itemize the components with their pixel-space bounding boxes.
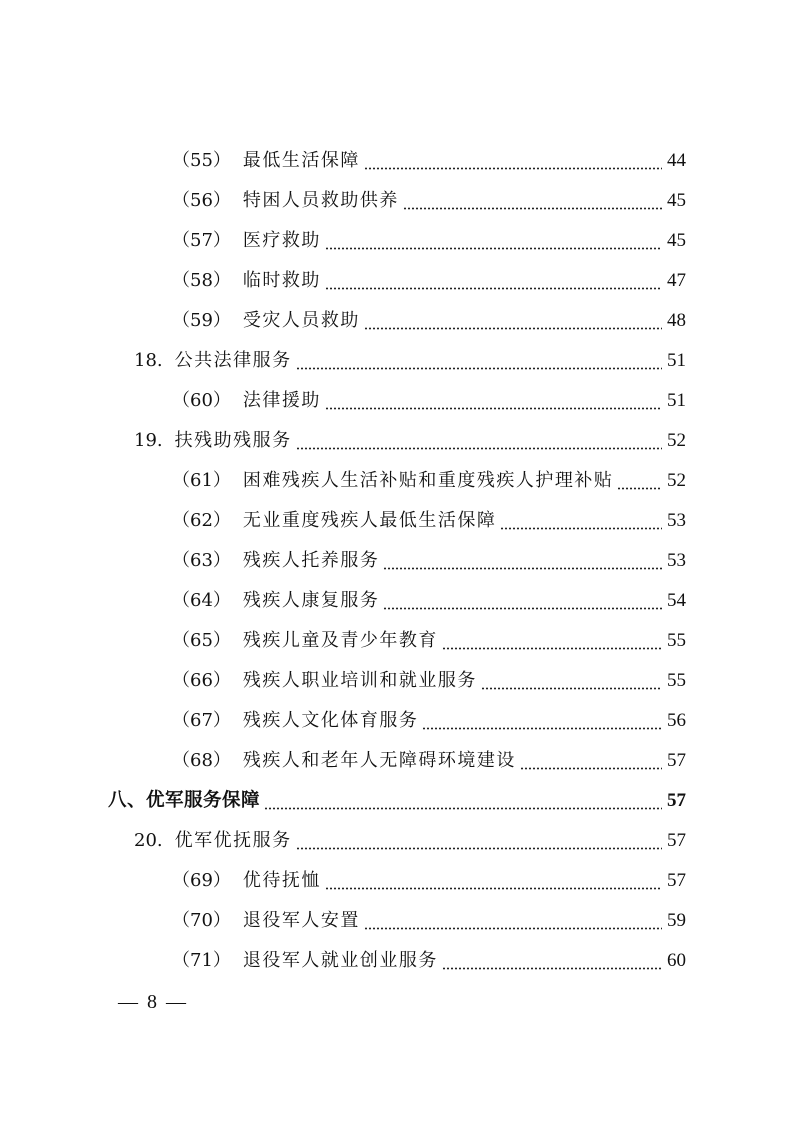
toc-entry-page: 52: [667, 430, 686, 451]
dot-leader: [364, 927, 662, 930]
toc-entry-page: 52: [667, 470, 686, 491]
toc-entry[interactable]: [0, 141, 793, 181]
toc-entry[interactable]: [0, 501, 793, 541]
dot-leader: [422, 727, 662, 730]
toc-entry-title: 扶残助残服务: [174, 430, 292, 451]
toc-entry-page: 55: [667, 630, 686, 651]
toc-entry[interactable]: [0, 861, 793, 901]
toc-entry-number: （66）: [172, 670, 231, 691]
toc-entry-page: 55: [667, 670, 686, 691]
toc-entry-number: （65）: [172, 630, 231, 651]
toc-entry-page: 56: [667, 710, 686, 731]
toc-entry[interactable]: [0, 581, 793, 621]
dot-leader: [325, 887, 662, 890]
toc-entry-number: 20.: [134, 830, 163, 851]
toc-entry-title: 受灾人员救助: [242, 310, 360, 331]
toc-entry-page: 59: [667, 910, 686, 931]
toc-entry-page: 54: [667, 590, 686, 611]
toc-entry-number: （58）: [172, 270, 231, 291]
toc-entry-page: 57: [667, 870, 686, 891]
toc-entry-page: 51: [667, 390, 686, 411]
toc-entry-page: 57: [667, 830, 686, 851]
toc-entry[interactable]: [0, 821, 793, 861]
toc-entry-title: 公共法律服务: [174, 350, 292, 371]
toc-entry-number: （63）: [172, 550, 231, 571]
toc-entry-number: （71）: [172, 950, 231, 971]
dot-leader: [383, 567, 662, 570]
dot-leader: [325, 287, 662, 290]
toc-entry-page: 53: [667, 510, 686, 531]
dot-leader: [264, 807, 662, 810]
toc-entry-title: 医疗救助: [242, 230, 321, 251]
toc-entry-page: 57: [667, 790, 686, 811]
table-of-contents: [0, 141, 793, 981]
toc-entry-number: （55）: [172, 150, 231, 171]
dot-leader: [296, 367, 662, 370]
toc-entry-page: 45: [667, 190, 686, 211]
dot-leader: [442, 967, 662, 970]
dot-leader: [325, 407, 662, 410]
dot-leader: [364, 167, 662, 170]
toc-entry-number: （57）: [172, 230, 231, 251]
toc-entry-title: 最低生活保障: [242, 150, 360, 171]
toc-entry-number: （69）: [172, 870, 231, 891]
toc-entry[interactable]: [0, 341, 793, 381]
toc-entry-number: （61）: [172, 470, 231, 491]
toc-entry-title: 退役军人安置: [242, 910, 360, 931]
toc-entry-page: 51: [667, 350, 686, 371]
toc-entry-title: 残疾人职业培训和就业服务: [242, 670, 477, 691]
toc-entry-title: 困难残疾人生活补贴和重度残疾人护理补贴: [242, 470, 614, 491]
dot-leader: [296, 847, 662, 850]
toc-entry-title: 残疾儿童及青少年教育: [242, 630, 438, 651]
toc-entry[interactable]: [0, 741, 793, 781]
toc-entry-title: 优军优抚服务: [174, 830, 292, 851]
toc-entry[interactable]: [0, 461, 793, 501]
toc-entry-title: 退役军人就业创业服务: [242, 950, 438, 971]
toc-entry[interactable]: [0, 421, 793, 461]
toc-entry[interactable]: [0, 621, 793, 661]
toc-entry-number: （67）: [172, 710, 231, 731]
toc-entry[interactable]: [0, 941, 793, 981]
dot-leader: [403, 207, 662, 210]
toc-entry-title: 优待抚恤: [242, 870, 321, 891]
toc-entry-page: 45: [667, 230, 686, 251]
toc-entry-number: （70）: [172, 910, 231, 931]
toc-entry[interactable]: [0, 781, 793, 821]
toc-entry-number: 18.: [134, 350, 163, 371]
toc-entry-number: （60）: [172, 390, 231, 411]
dot-leader: [325, 247, 662, 250]
toc-entry[interactable]: [0, 181, 793, 221]
toc-entry-page: 47: [667, 270, 686, 291]
toc-entry-page: 53: [667, 550, 686, 571]
toc-entry-title: 无业重度残疾人最低生活保障: [242, 510, 497, 531]
toc-entry-number: （62）: [172, 510, 231, 531]
dot-leader: [383, 607, 662, 610]
page-number: — 8 —: [118, 991, 188, 1013]
toc-entry-number: （59）: [172, 310, 231, 331]
toc-entry[interactable]: [0, 221, 793, 261]
toc-entry-number: （64）: [172, 590, 231, 611]
toc-entry-number: （56）: [172, 190, 231, 211]
toc-entry-title: 残疾人和老年人无障碍环境建设: [242, 750, 516, 771]
toc-entry[interactable]: [0, 381, 793, 421]
toc-entry[interactable]: [0, 541, 793, 581]
toc-entry[interactable]: [0, 661, 793, 701]
toc-entry-page: 60: [667, 950, 686, 971]
dot-leader: [500, 527, 662, 530]
toc-entry-page: 44: [667, 150, 686, 171]
toc-entry-number: （68）: [172, 750, 231, 771]
toc-entry[interactable]: [0, 301, 793, 341]
dot-leader: [364, 327, 662, 330]
toc-entry-title: 临时救助: [242, 270, 321, 291]
toc-entry-page: 48: [667, 310, 686, 331]
toc-entry-title: 残疾人康复服务: [242, 590, 380, 611]
toc-entry-title: 残疾人托养服务: [242, 550, 380, 571]
toc-entry-title: 八、优军服务保障: [108, 790, 261, 811]
toc-entry-page: 57: [667, 750, 686, 771]
dot-leader: [481, 687, 662, 690]
dot-leader: [442, 647, 662, 650]
toc-entry[interactable]: [0, 701, 793, 741]
toc-entry[interactable]: [0, 261, 793, 301]
dot-leader: [617, 487, 662, 490]
dot-leader: [520, 767, 662, 770]
toc-entry-title: 残疾人文化体育服务: [242, 710, 419, 731]
toc-entry-title: 法律援助: [242, 390, 321, 411]
toc-entry-title: 特困人员救助供养: [242, 190, 399, 211]
dot-leader: [296, 447, 662, 450]
toc-entry-number: 19.: [134, 430, 163, 451]
toc-entry[interactable]: [0, 901, 793, 941]
